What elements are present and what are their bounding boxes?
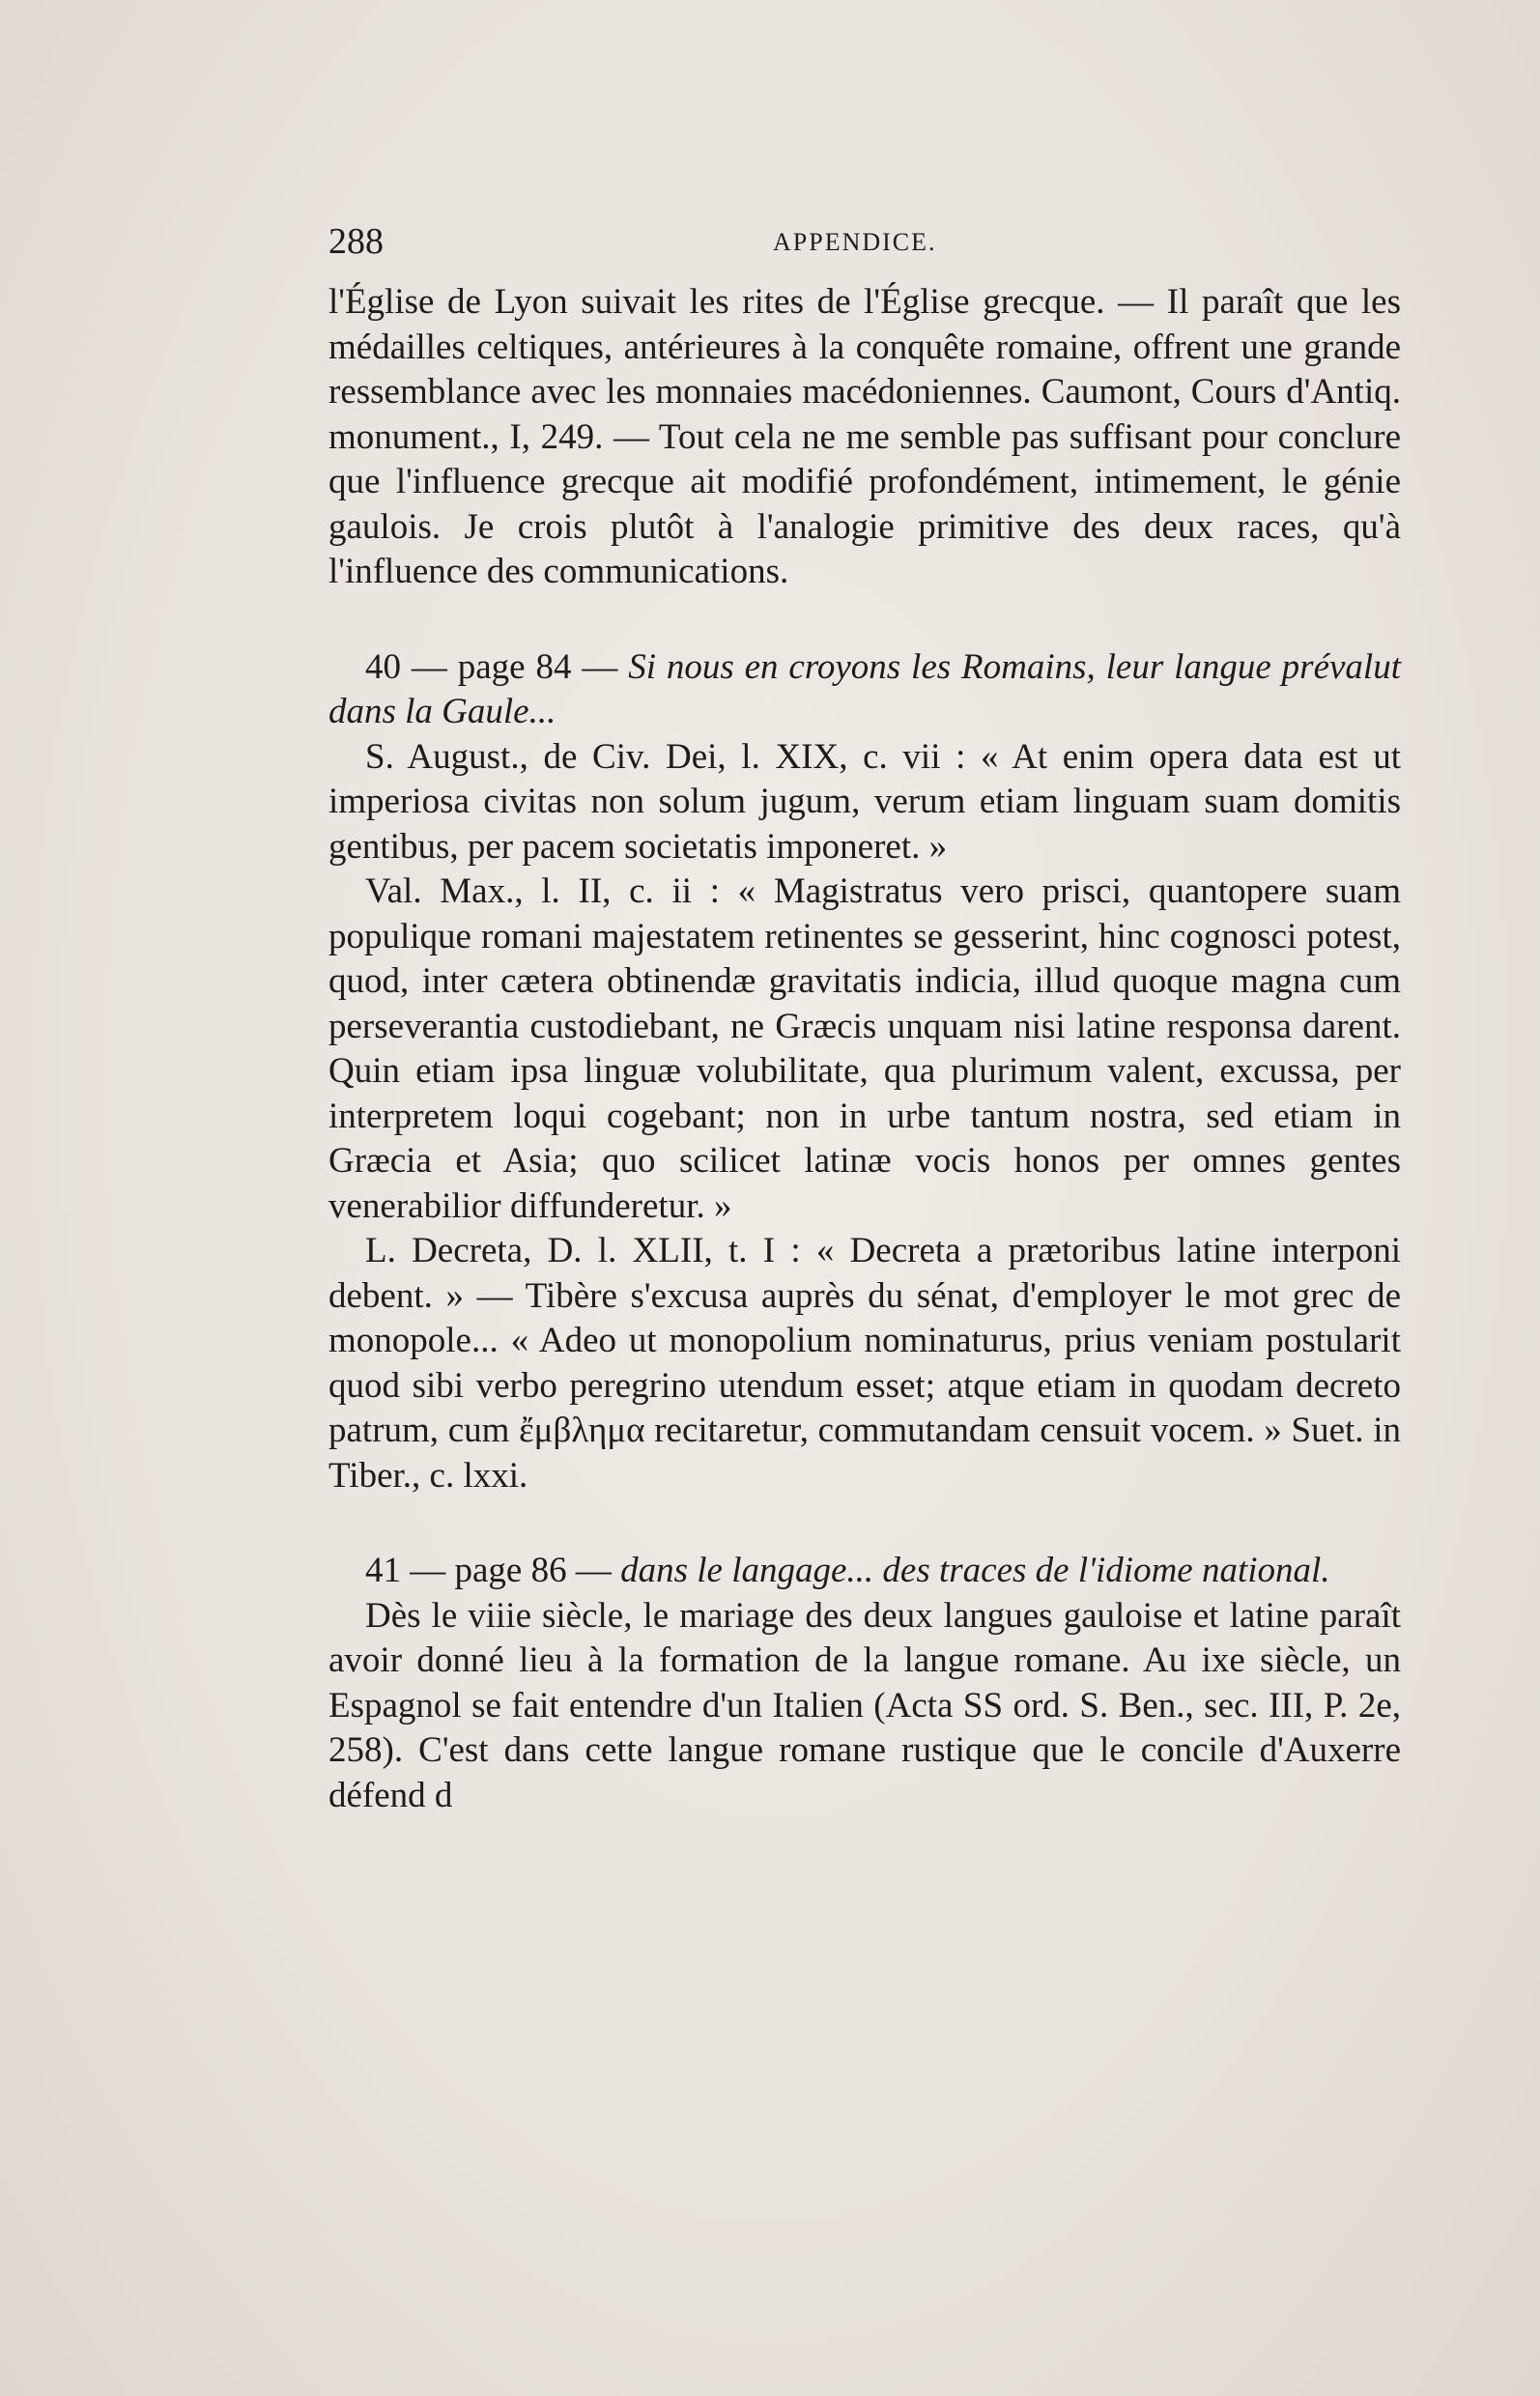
- paragraph-valerius: Val. Max., l. II, c. ii : « Magistratus vero prisci, quantopere suam populique romani majestatem retinentes se gesserint, hinc cognosci potest, quod, inter cætera obtinendæ gravitatis indicia, illud quoque magna cum perseverantia custodiebant, ne Græcis unquam nisi latine responsa darent. Quin etiam ipsa linguæ volubilitate, qua plurimum valent, excussa, per interpretem loqui cogebant; non in urbe tantum nostra, sed etiam in Græcia et Asia; quo scilicet latinæ vocis honos per omnes gentes venerabilior diffunderetur. »: [328, 871, 1401, 1226]
- note-quote: Si nous en croyons les Romains, leur langue prévalut dans la Gaule...: [328, 646, 1401, 731]
- paragraph-augustine: S. August., de Civ. Dei, l. XIX, c. vii : « At enim opera data est ut imperiosa civitas non solum jugum, verum etiam linguam suam domitis gentibus, per pacem societatis imponeret. »: [328, 736, 1401, 867]
- note-quote: dans le langage... des traces de l'idiome national.: [611, 1551, 1330, 1590]
- note-heading-40: [328, 645, 1401, 735]
- running-head: APPENDICE.: [773, 228, 937, 256]
- paragraph-continuation: l'Église de Lyon suivait les rites de l'Église grecque. — Il paraît que les médailles celtiques, antérieures à la conquête romaine, offrent une grande ressemblance avec les monnaies macédoniennes. Caumont, Cours d'Antiq. monument., I, 249. — Tout cela ne me semble pas suffisant pour conclure que l'influence grecque ait modifié profondément, intimement, le génie gaulois. Je crois plutôt à l'analogie primitive des deux races, qu'à l'influence des communications.: [328, 282, 1401, 591]
- page-number: 288: [328, 221, 384, 262]
- note-number: 40 — page 84 —: [365, 646, 618, 687]
- paragraph-romane: Dès le viiie siècle, le mariage des deux langues gauloise et latine paraît avoir donné lieu à la formation de la langue romane. Au ixe siècle, un Espagnol se fait entendre d'un Italien (Acta SS ord. S. Ben., sec. III, P. 2e, 258). C'est dans cette langue romane rustique que le concile d'Auxerre défend d: [328, 1595, 1401, 1815]
- text-body: [328, 280, 1401, 1818]
- paragraph-decreta: L. Decreta, D. l. XLII, t. I : « Decreta a prætoribus latine interponi debent. » — Tibère s'excusa auprès du sénat, d'employer le mot grec de monopole... « Adeo ut monopolium nominaturus, prius veniam postularit quod sibi verbo peregrino utendum esset; atque etiam in quodam decreto patrum, cum ἔμβλημα recitaretur, commutandam censuit vocem. » Suet. in Tiber., c. lxxi.: [328, 1231, 1401, 1496]
- page-header: [328, 220, 1401, 269]
- note-number: 41 — page 86 —: [365, 1551, 612, 1590]
- note-heading-41: [328, 1549, 1401, 1594]
